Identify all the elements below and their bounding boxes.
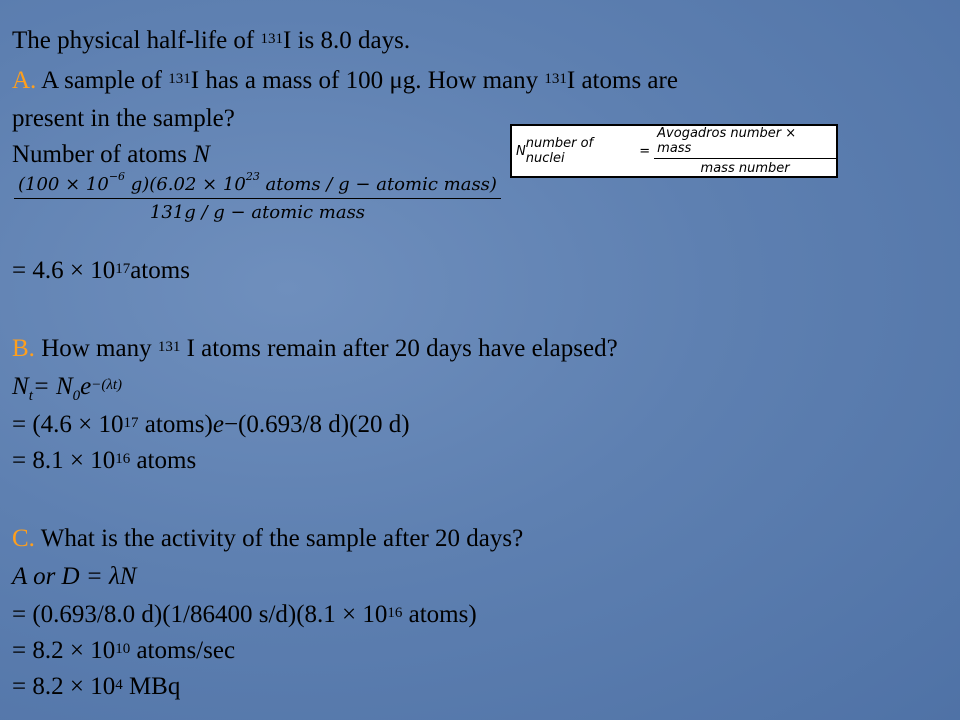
part-a-question-line2 [12,104,235,134]
part-b-question [12,334,618,364]
intro-line [12,26,410,56]
calc-exponent: −6 [108,170,126,183]
decay-equation [12,372,122,405]
result-text: = 4.6 × 10 [12,257,116,284]
formula-denominator: mass number [700,161,790,176]
activity-equation [12,562,136,592]
part-a-result [12,256,190,286]
calc-num-part: atoms / g − atomic mass) [259,174,497,195]
result-unit: atoms [130,257,190,284]
formula-label: number of nuclei [525,136,594,166]
part-c-result-mbq [12,672,180,702]
eq-text: = (0.693/8.0 d)(1/86400 s/d)(8.1 × 10 [12,601,388,628]
calc-exponent: 23 [245,170,260,183]
formula-equals: = [639,143,651,159]
part-b-letter: B. [12,335,35,362]
part-b-substitution [12,410,410,440]
number-of-atoms-label [12,140,210,170]
isotope-superscript: 131 [544,71,567,87]
isotope-superscript: 131 [157,339,181,355]
result-exponent: 4 [115,677,123,693]
part-a-question [12,66,678,96]
result-exponent: 17 [115,261,131,277]
eq-e: e [80,373,92,400]
number-label-var: N [193,141,210,168]
calc-num-part: g)(6.02 × 10 [125,174,246,195]
result-exponent: 16 [115,451,131,467]
result-text: = 8.1 × 10 [12,447,116,474]
part-a-q-text: present in the sample? [12,105,235,132]
calc-denominator: 131g / g − atomic mass [149,202,366,223]
eq-subscript: 0 [72,388,81,404]
eq-text: −(0.693/8 d)(20 d) [223,411,410,438]
result-unit: atoms/sec [130,637,236,664]
calc-numerator [14,170,501,199]
result-text: = 8.2 × 10 [12,673,116,700]
part-c-q-text: What is the activity of the sample after 20 days? [34,525,524,552]
atoms-calculation-fraction [14,170,501,223]
intro-text: The physical half-life of [12,27,261,54]
intro-text-end: I is 8.0 days. [283,27,411,54]
isotope-superscript: 131 [168,71,191,87]
formula-fraction [654,126,836,176]
result-unit: atoms [130,447,197,474]
number-label-text: Number of atoms [12,141,194,168]
result-exponent: 10 [115,641,131,657]
eq-exponent: 17 [123,415,139,431]
part-a-letter: A. [12,67,37,94]
result-text: = 8.2 × 10 [12,637,116,664]
eq-subscript: t [28,388,33,404]
part-a-q-text: I atoms are [566,67,678,94]
part-b-q-text: I atoms remain after 20 days have elapsed? [180,335,618,362]
part-b-result [12,446,196,476]
part-c-substitution [12,600,477,630]
part-c-letter: C. [12,525,35,552]
eq-text: atoms) [138,411,213,438]
part-b-q-text: How many [34,335,158,362]
eq-text: A or D = λN [12,563,137,590]
eq-exponent: −(λt) [91,377,123,393]
eq-var: N [12,373,29,400]
eq-text: atoms) [402,601,477,628]
part-c-question [12,524,523,554]
isotope-superscript: 131 [260,31,284,47]
eq-e: e [212,411,224,438]
formula-lhs: N [516,143,526,159]
eq-text: = (4.6 × 10 [12,411,124,438]
formula-box [510,124,838,178]
part-c-result-rate [12,636,235,666]
formula-numerator: Avogadros number × mass [654,126,836,159]
eq-text: = N [32,373,73,400]
result-unit: MBq [122,673,181,700]
calc-num-part: (100 × 10 [18,174,109,195]
eq-exponent: 16 [387,605,403,621]
part-a-q-text: I has a mass of 100 μg. How many [190,67,545,94]
part-a-q-text: A sample of [36,67,169,94]
